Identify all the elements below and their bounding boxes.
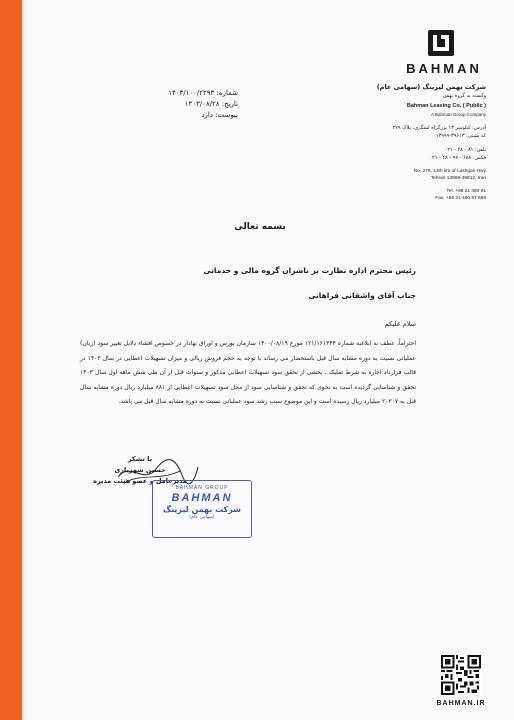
company-en-fax: Fax. +98 21 480 97 688 [435, 196, 486, 201]
company-fa-subtitle: وابسته به گروه بهمن [442, 93, 486, 99]
recipient-name: جناب آقای واشقانی فراهانی [308, 291, 416, 300]
company-fa-address: آدرس: کیلومتر ۱۳ بزرگراه لشگری، پلاک ۲۷۹ [392, 125, 486, 131]
letter-invocation: بسمه تعالی [234, 222, 286, 232]
company-fa-tel: تلفن: ۸۱ - ۴۸ - ۰۲۱ [444, 147, 486, 153]
page-shadow [22, 0, 28, 720]
stamp-sub-text: (سهامی عام) [189, 515, 215, 520]
recipient-title: رئیس محترم اداره نظارت بر ناشران گروه مالی و خدماتی [203, 266, 416, 275]
letter-greeting: سلام علیکم [384, 320, 416, 328]
company-en-address2: Tehran 13999-39612, Iran [430, 176, 486, 181]
signer-name: حسین شهریاری [114, 466, 166, 474]
letter-attachment: پیوست: دارد [201, 111, 238, 119]
company-fa-postal: کد پستی: ۳۹۶۱۳-۱۳۹۹۹ [435, 133, 486, 139]
letter-number: شماره: ۱۴۰۳/۱۰۰/۲۲۹۳ [168, 89, 238, 97]
orange-edge-bar [0, 0, 22, 720]
company-en-tel: Tel. +98 21 480 81 [446, 189, 486, 194]
stamp-fa-text: شرکت بهمن لیزینگ [162, 505, 242, 514]
bahman-logo-icon [428, 30, 454, 56]
company-fa-name: شرکت بهمن لیزینگ (سهامی عام) [376, 83, 486, 91]
stamp-en-text: BAHMAN [171, 492, 233, 504]
company-en-address1: No. 279, 13th km of Lashgari Hwy [413, 169, 486, 174]
letter-date: تاریخ: ۱۴۰۳/۰۸/۲۸ [184, 100, 238, 108]
closing-text: با تشکر [127, 455, 153, 463]
qr-code-icon [441, 655, 481, 695]
company-fa-fax: فکس: ۶۸۸ - ۹۷ - ۴۸ - ۰۲۱ [429, 155, 486, 161]
logo-wordmark: BAHMAN [406, 61, 482, 76]
signer-title: مدیرعامل و عضو هیئت مدیره [93, 477, 187, 485]
stamp-top-text: BAHMAN GROUP [175, 485, 229, 491]
company-stamp [152, 480, 252, 538]
company-en-subtitle: A Bahman Group Company [430, 112, 486, 117]
footer-website: BAHMAN.IR [436, 700, 486, 707]
company-en-name: Bahman Leasing Co. ( Public ) [406, 103, 486, 109]
letter-meta [98, 88, 238, 121]
letter-body: احتراماً، عطف به ابلاغیه شماره ۱۲۱/۱۶۱۳۴۴ مورخ ۱۴۰۰/۰۸/۱۹ سازمان بورس و اوراق بهادار در خصوص افشاء دلایل تغییر سود (زیان) عملیاتی نسبت به دوره مشابه سال قبل باستحضار می رساند با توجه به حجم فروش ریالی و میزان تسهیلات اعطایی در سال ۱۴۰۳ در قالب قرارداد اجاره به شرط تملیک ، بخشی از تحقق سود تسهیلات اعطایی مذکور و سنوات قبل از آن طی شش ماهه اول سال ۱۴۰۳ تحقق و شناسایی گردیده است به نحوی که تحقق و شناسایی سود از محل سود تسهیلات اعطایی از ۸۸۱ میلیارد ریال دوره مشابه سال قبل به ۲۰۳۰۷ میلیارد ریال رسیده است و این موضوع سبب رشد سود عملیاتی نسبت به دوره مشابه سال قبل می باشد. [80, 340, 416, 405]
company-info [296, 82, 486, 202]
